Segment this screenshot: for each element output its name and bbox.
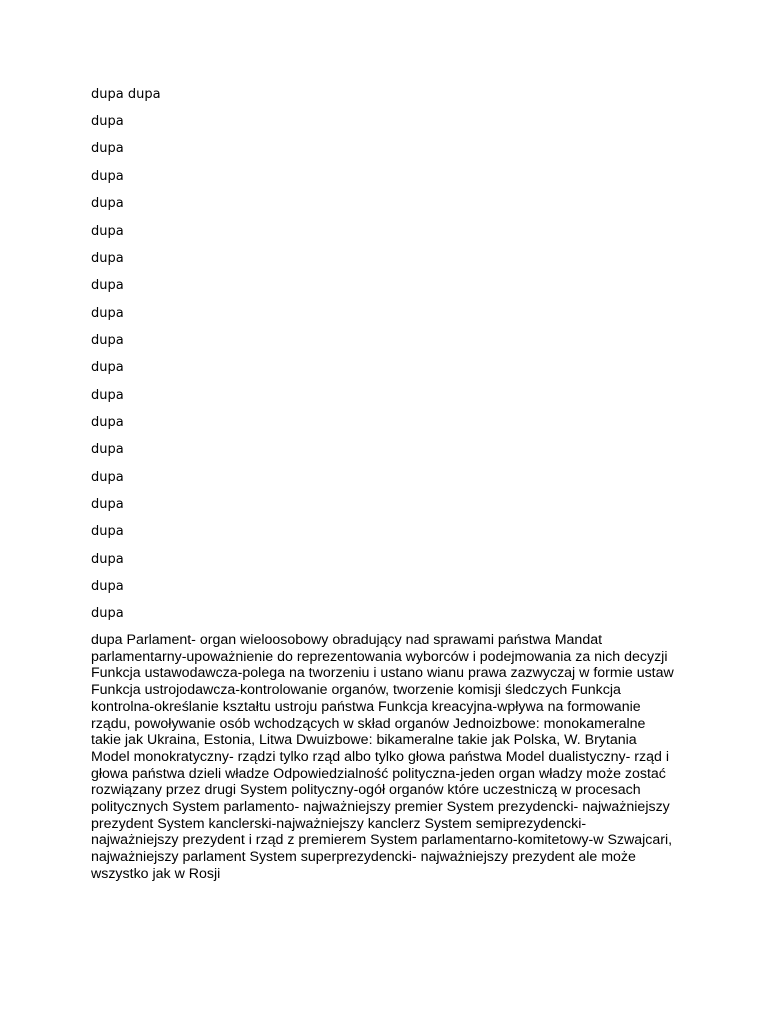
- text-line: dupa: [91, 196, 124, 211]
- text-line: dupa: [91, 442, 124, 457]
- text-line: dupa: [91, 306, 124, 321]
- text-line: dupa: [91, 251, 124, 266]
- text-line: dupa: [91, 388, 124, 403]
- text-line: dupa: [91, 224, 124, 239]
- text-line: dupa: [91, 278, 124, 293]
- text-line: dupa: [91, 470, 124, 485]
- text-line: dupa: [91, 497, 124, 512]
- text-line: dupa: [91, 606, 124, 621]
- text-line: dupa: [91, 333, 124, 348]
- text-line: dupa: [91, 415, 124, 430]
- text-line: dupa dupa: [91, 87, 161, 102]
- text-line: dupa: [91, 524, 124, 539]
- body-paragraph: dupa Parlament- organ wieloosobowy obradujący nad sprawami państwa Mandat parlamentarny-upoważnienie do reprezentowania wyborców i podejmowania za nich decyzji Funkcja ustawodawcza-polega na tworzeniu i ustano wianu prawa zazwyczaj w formie ustaw Funkcja ustrojodawcza-kontrolowanie organów, tworzenie komisji śledczych Funkcja kontrolna-określanie kształtu ustroju państwa Funkcja kreacyjna-wpływa na formowanie rządu, powoływanie osób wchodzących w skład organów Jednoizbowe: monokameralne takie jak Ukraina, Estonia, Litwa Dwuizbowe: bikameralne takie jak Polska, W. Brytania Model monokratyczny- rządzi tylko rząd albo tylko głowa państwa Model dualistyczny- rząd i głowa państwa dzieli władze Odpowiedzialność polityczna-jeden organ władzy może zostać rozwiązany przez drugi System polityczny-ogół organów które uczestniczą w procesach politycznych System parlamento- najważniejszy premier System prezydencki- najważniejszy prezydent System kanclerski-najważniejszy kanclerz System semiprezydencki- najważniejszy prezydent i rząd z premierem System parlamentarno-komitetowy-w Szwajcari, najważniejszy parlament System superprezydencki- najważniejszy prezydent ale może wszystko jak w Rosji: [91, 632, 674, 882]
- text-line: dupa: [91, 114, 124, 129]
- text-line: dupa: [91, 169, 124, 184]
- text-line: dupa: [91, 141, 124, 156]
- text-line: dupa: [91, 579, 124, 594]
- text-line: dupa: [91, 360, 124, 375]
- text-line: dupa: [91, 552, 124, 567]
